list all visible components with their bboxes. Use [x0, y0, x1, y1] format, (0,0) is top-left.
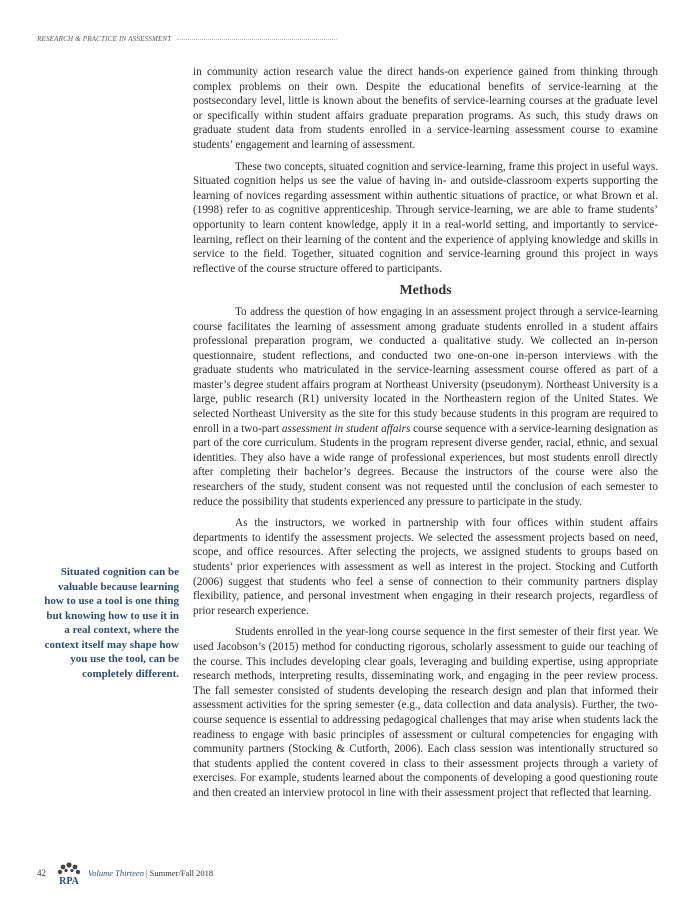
paragraph-text: To address the question of how engaging in an assessment project through a service-learning course facilitates the learning of assessment among graduate students enrolled in a student affairs professional preparation program, we conducted a qualitative study. We collected an in-person questionnaire, student reflections, and conducted two one-on-one in-person interviews with the graduate students who matriculated in the service-learning assessment course offered as part of a master’s degree student affairs program at Northeast University (pseudonym). Northeast University is a large, public research (R1) university located in the Northeastern region of the United States. We selected Northeast University as the site for this study because students in this program are required to enroll in a two-part — [193, 305, 658, 435]
page-footer — [37, 858, 213, 888]
article-body — [193, 65, 658, 801]
emphasis-text: assessment in student affairs — [281, 422, 411, 435]
volume-label: Volume Thirteen — [88, 868, 144, 878]
running-title: RESEARCH & PRACTICE IN ASSESSMENT — [37, 35, 172, 43]
rpa-logo-icon — [54, 858, 84, 888]
paragraph-text: course sequence with a service-learning designation as part of the core curriculum. Students in the program represent diverse gender, racial, ethnic, and sexual identities. They also have a wide range of professional experiences, but most students enroll directly after completing their bachelor’s degrees. Because the instructors of the course were also the researchers of the study, student consent was not requested until the conclusion of each semester to reduce the possibility that students experienced any pressure to participate in the study. — [193, 422, 658, 508]
running-head — [37, 35, 337, 43]
issue-label: Summer/Fall 2018 — [149, 868, 214, 878]
pull-quote: Situated cognition can be valuable because learning how to use a tool is one thing but knowing how to use it in a real context, where the context itself may shape how you use the tool, can be completely different. — [44, 566, 179, 680]
header-dotted-rule — [177, 39, 337, 40]
section-heading: Methods — [399, 283, 452, 299]
logo-text: RPA — [59, 876, 79, 887]
paragraph: in community action research value the direct hands-on experience gained from thinking through complex problems on their own. Despite the educational benefits of service-learning at the postsecondary level, little is known about the benefits of service-learning courses at the graduate level or specifically within student affairs graduate preparation programs. As such, this study draws on graduate student data from students enrolled in a service-learning assessment course to examine students’ engagement and learning of assessment. — [193, 66, 658, 151]
paragraph: These two concepts, situated cognition and service-learning, frame this project in useful ways. Situated cognition helps us see the value of having in- and outside-classroom experts supporting the learning of novices regarding assessment within authentic situations of practice, or what Brown et al. (1998) refer to as cognitive apprenticeship. Through service-learning, we are able to frame students’ opportunity to learn content knowledge, apply it in a real-world setting, and importantly to service-learning, reflect on their learning of the content and the experience of applying knowledge and skills in service to the field. Together, situated cognition and service-learning ground this project in ways reflective of the course structure offered to participants. — [193, 160, 658, 275]
paragraph: Students enrolled in the year-long course sequence in the first semester of their first year. We used Jacobson’s (2015) method for conducting rigorous, scholarly assessment to guide our teaching of the course. This includes developing clear goals, leveraging and building expertise, using appropriate research methods, interpreting results, disseminating work, and engaging in the peer review process. The fall semester consisted of students developing the research design and plan that informed their assessment activities for the spring semester (e.g., data collection and data analysis). Further, the two-course sequence is essential to addressing pedagogical challenges that may arise when students lack the readiness to engage with basic principles of assessment or cultural competencies for engaging with community partners (Stocking & Cutforth, 2006). Each class session was intentionally structured so that students applied the content covered in class to their assessment projects through a variety of exercises. For example, students learned about the components of developing a good questioning route and then created an interview protocol in line with their assessment project that reflected that learning. — [193, 626, 658, 799]
paragraph: As the instructors, we worked in partnership with four offices within student affairs departments to identify the assessment projects. We selected the assessment projects based on need, scope, and office resources. After selecting the projects, we assigned students to groups based on students’ prior experiences with assessment as well as interest in the project. Stocking and Cutforth (2006) suggest that students who feel a sense of connection to their community partners display flexibility, patience, and personal investment when engaging in their research projects, regardless of prior research experience. — [193, 517, 658, 617]
page-number: 42 — [37, 868, 46, 878]
paragraph — [193, 305, 658, 509]
footer-separator: | — [145, 868, 148, 878]
